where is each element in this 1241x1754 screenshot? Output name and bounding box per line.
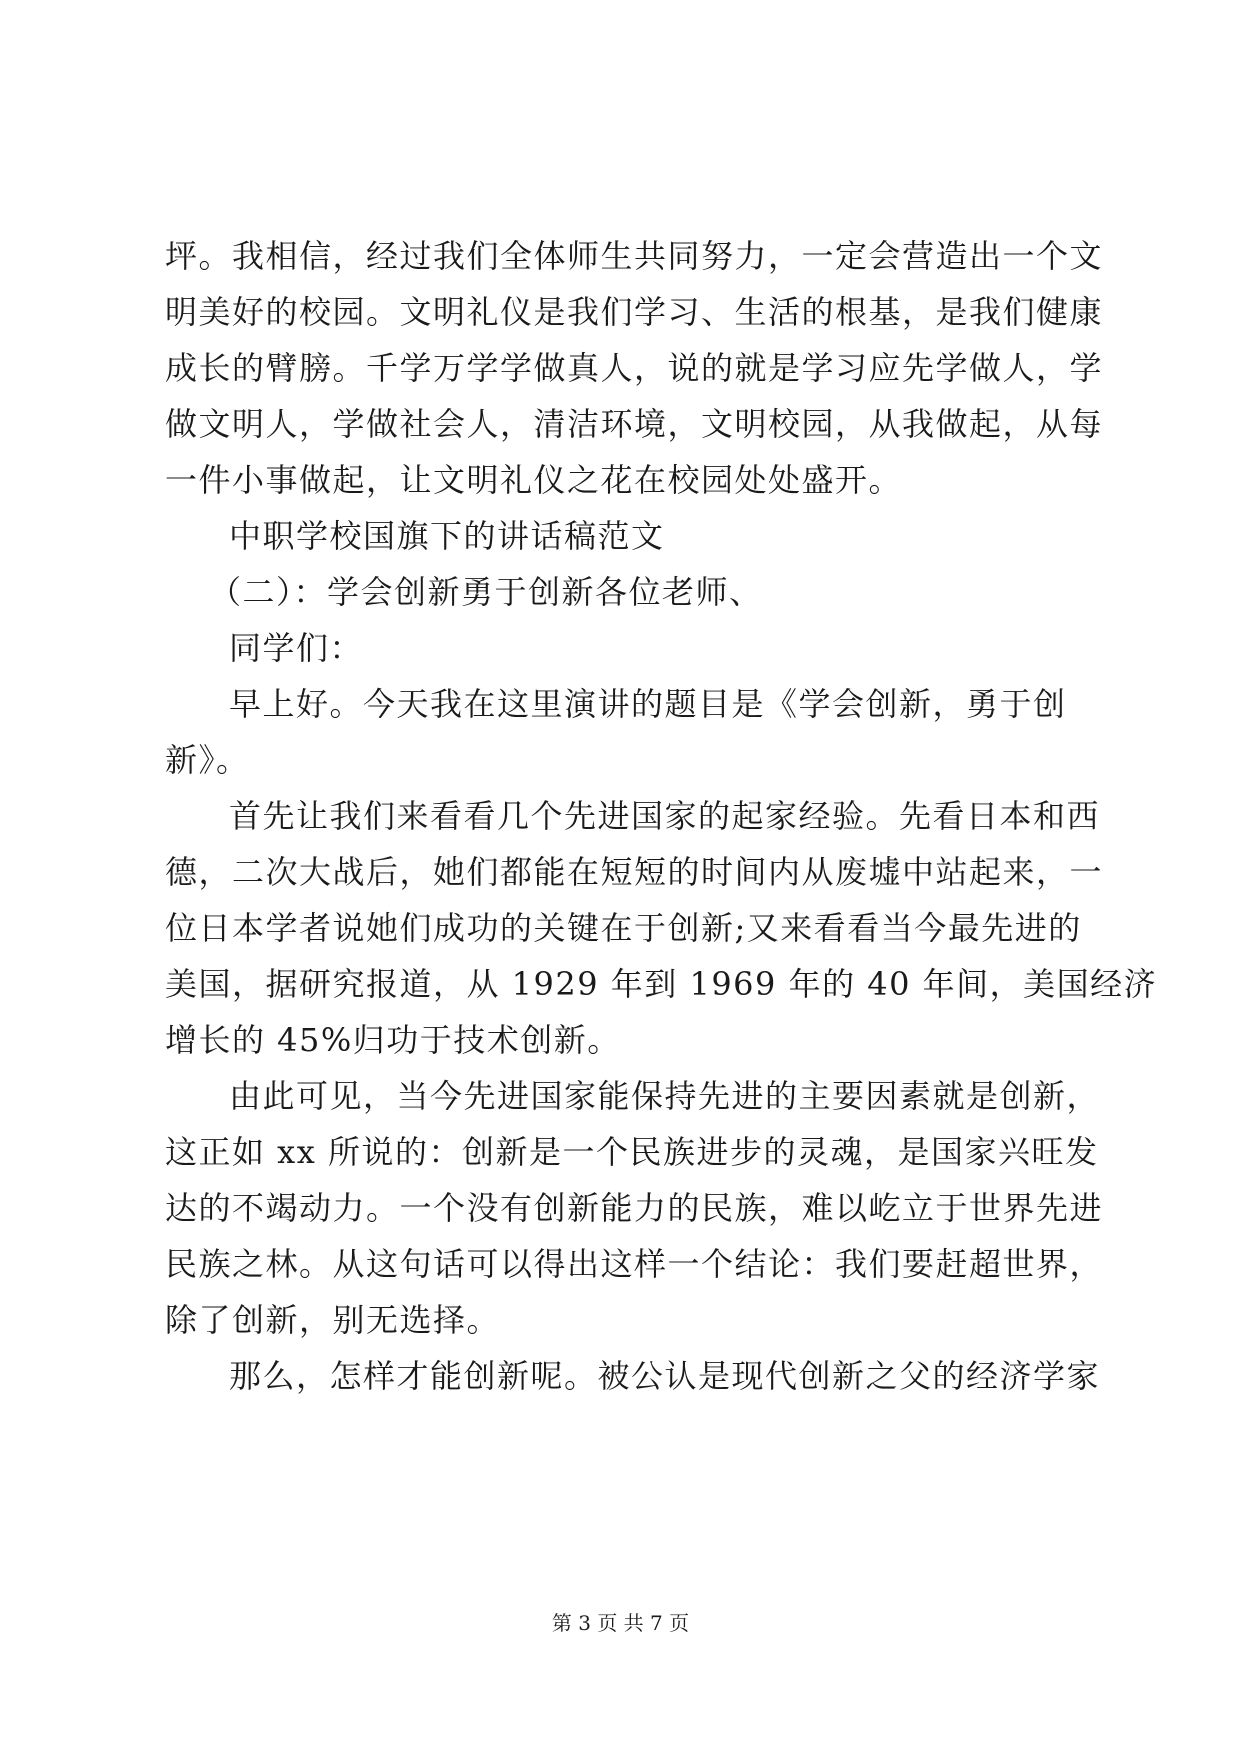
section-title: 中职学校国旗下的讲话稿范文 <box>229 517 665 555</box>
text-line: 首先让我们来看看几个先进国家的起家经验。先看日本和西 <box>229 797 1101 835</box>
salutation: 同学们： <box>229 629 364 667</box>
text-line: 新》。 <box>165 741 250 779</box>
text-line: 坪。我相信，经过我们全体师生共同努力，一定会营造出一个文 <box>165 237 1104 275</box>
text-line: 成长的臂膀。千学万学学做真人，说的就是学习应先学做人，学 <box>165 349 1104 387</box>
text-line: 这正如 xx 所说的：创新是一个民族进步的灵魂，是国家兴旺发 <box>165 1133 1099 1171</box>
text-line: 达的不竭动力。一个没有创新能力的民族，难以屹立于世界先进 <box>165 1189 1104 1227</box>
text-line: 早上好。今天我在这里演讲的题目是《学会创新，勇于创 <box>229 685 1067 723</box>
text-line: 除了创新，别无选择。 <box>165 1301 501 1339</box>
text-line: 由此可见，当今先进国家能保持先进的主要因素就是创新， <box>229 1077 1101 1115</box>
page-number-footer: 第 3 页 共 7 页 <box>551 1611 690 1635</box>
text-line: 民族之林。从这句话可以得出这样一个结论：我们要赶超世界， <box>165 1245 1104 1283</box>
text-line: 做文明人，学做社会人，清洁环境，文明校园，从我做起，从每 <box>165 405 1104 443</box>
text-line: 那么，怎样才能创新呢。被公认是现代创新之父的经济学家 <box>229 1357 1101 1395</box>
section-subtitle: （二）：学会创新勇于创新各位老师、 <box>209 573 763 611</box>
text-line: 位日本学者说她们成功的关键在于创新;又来看看当今最先进的 <box>165 909 1082 947</box>
text-line: 美国，据研究报道，从 1929 年到 1969 年的 40 年间，美国经济 <box>165 965 1158 1003</box>
text-line: 增长的 45%归功于技术创新。 <box>165 1021 621 1059</box>
text-line: 德，二次大战后，她们都能在短短的时间内从废墟中站起来，一 <box>165 853 1104 891</box>
text-line: 一件小事做起，让文明礼仪之花在校园处处盛开。 <box>165 461 903 499</box>
text-line: 明美好的校园。文明礼仪是我们学习、生活的根基，是我们健康 <box>165 293 1104 331</box>
